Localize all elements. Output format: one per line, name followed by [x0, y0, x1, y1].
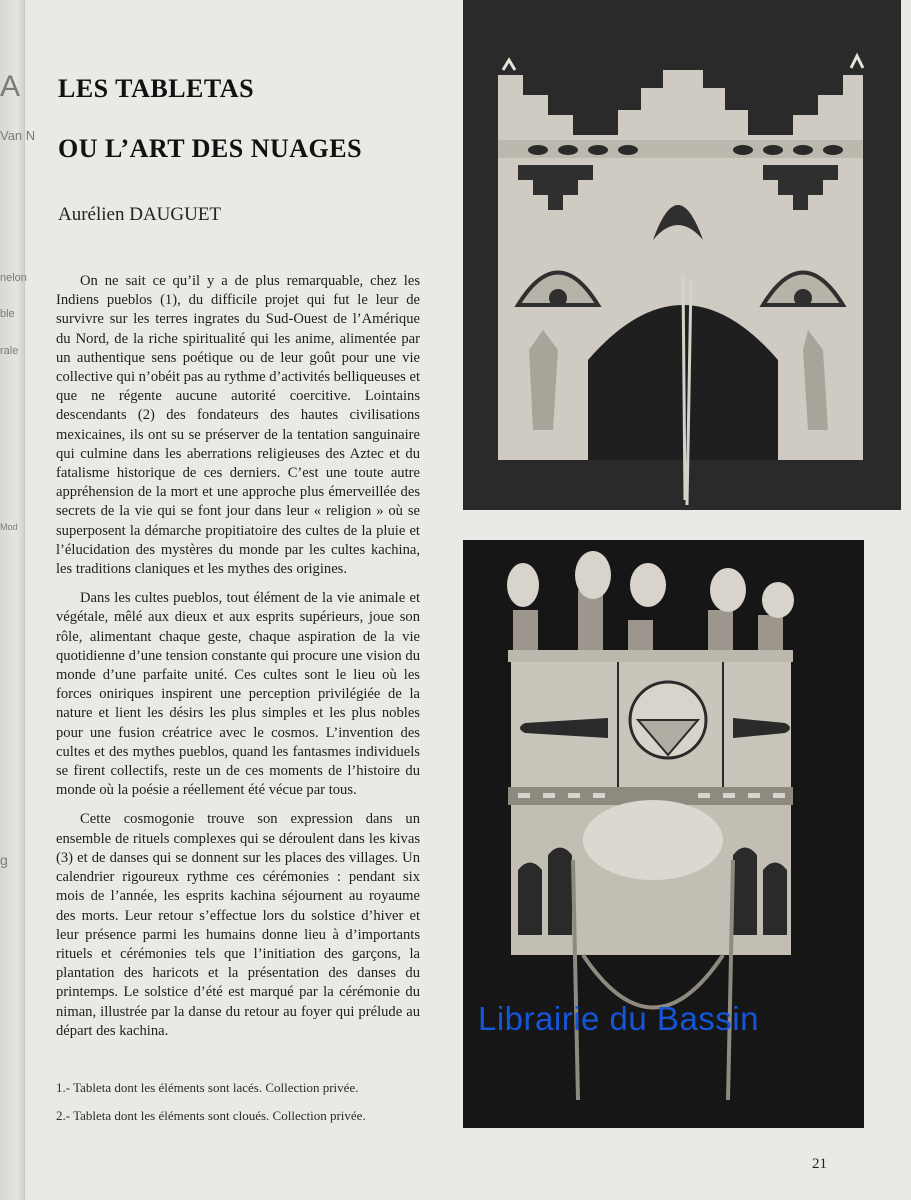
body-paragraph: Dans les cultes pueblos, tout élément de la vie animale et végétale, mêlé aux dieux et aux esprits supérieurs, joue son rôle, alimentant chaque geste, chaque aspiration de la vie quotidienne d’une tension constante qui procure une vision du monde d’une parfaite unité. Ces cultes sont le lieu où les forces oniriques inspirent une perception privilégiée de la nature et lient les désirs les plus simples et les plus nobles pour une fusion créatrice avec le cosmos. L’invention des cultes et des mythes pueblos, quand les fantasmes individuels se firent collectifs, reste un de ces moments de l’histoire du monde où la poésie a réellement été vécue par tous. — [56, 590, 420, 799]
edge-fragment: Mod — [0, 522, 18, 532]
edge-fragment: nelon — [0, 272, 27, 284]
edge-fragment: ble — [0, 308, 15, 320]
adjacent-page-edge — [0, 0, 36, 1200]
figure-captions — [56, 1080, 420, 1136]
page-number: 21 — [812, 1156, 827, 1172]
edge-fragment: A — [0, 70, 21, 103]
photo-tableta-laced — [463, 0, 901, 510]
tableta-nailed-illustration — [463, 540, 864, 1128]
article-author: Aurélien DAUGUET — [58, 204, 222, 225]
body-paragraph: Cette cosmogonie trouve son expression dans un ensemble de rituels complexes qui se déroulent dans les kivas (3) et de danses qui se donnent sur les places des villages. Un calendrier rigoureux rythme ces cérémonies : pendant six mois de l’année, les esprits kachina séjournent au royaume des morts. Leur retour s’effectue lors du solstice d’hiver et leur présence parmi les humains donne lieu à d’importants rituels et cérémonies tels que l’initiation des garçons, la plantation des haricots et la présentation des danses du printemps. Le solstice d’été est marqué par la cérémonie du niman, illustrée par la danse du retour au foyer qui prélude au départ des kachina. — [56, 811, 420, 1039]
edge-fragment: g — [0, 852, 8, 868]
caption-2: 2.- Tableta dont les éléments sont cloués. Collection privée. — [56, 1108, 366, 1123]
body-paragraph: On ne sait ce qu’il y a de plus remarquable, chez les Indiens pueblos (1), du difficile projet qui fut le leur de survivre sur les terres ingrates du Sud-Ouest de l’Amérique du Nord, de la riche spiritualité qui les anime, alimentée par un authentique sens poétique ou de leur goût pour une vie collective qui n’obéit pas au rythme d’activités belliqueuses et que ne régente aucune autorité coercitive. Lointains descendants (2) des fondateurs des hautes civilisations mexicaines, ils ont su se préserver de la tentation sanguinaire qui culmine dans les aberrations religieuses des Aztec et du fatalisme historique de ces derniers. C’est une toute autre appréhension de la mort et une approche plus émerveillée des secrets de la vie qui se font jour dans leur « religion » où se superposent la démarche propitiatoire des cultes de la pluie et l’élucidation des mystères du monde par les cultes kachina, les traditions claniques et les mythes des origines. — [56, 273, 420, 578]
tableta-laced-illustration — [463, 0, 901, 510]
photo-tableta-nailed — [463, 540, 864, 1128]
watermark: Librairie du Bassin — [478, 1000, 759, 1037]
edge-fragment: Van N — [0, 128, 36, 143]
edge-fragment: rale — [0, 345, 19, 357]
caption-1: 1.- Tableta dont les éléments sont lacés. Collection privée. — [56, 1080, 359, 1095]
article-title-line-1: LES TABLETAS — [58, 74, 255, 103]
article-title-line-2: OU L’ART DES NUAGES — [58, 134, 363, 163]
article-body — [56, 272, 420, 1051]
